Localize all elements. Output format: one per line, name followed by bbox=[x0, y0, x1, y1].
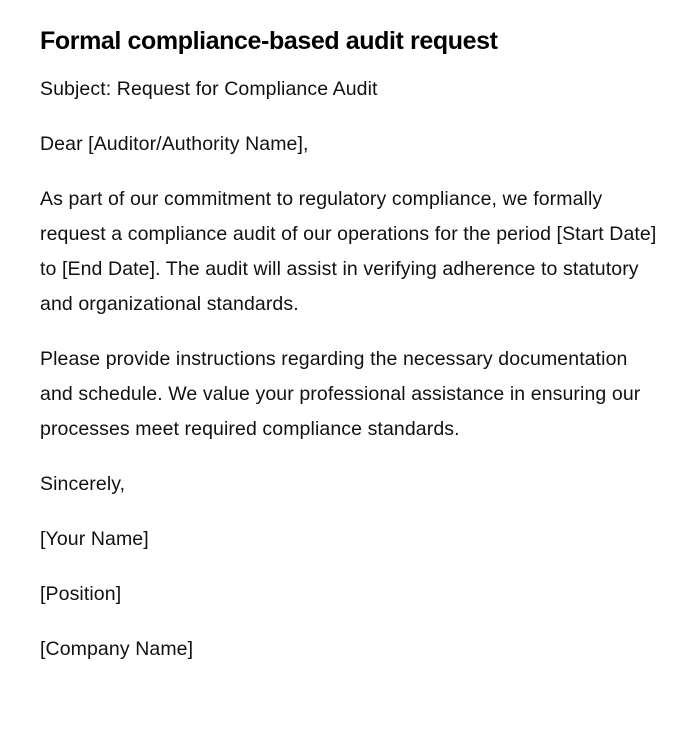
document-title: Formal compliance-based audit request bbox=[40, 27, 498, 55]
body-paragraph-1: As part of our commitment to regulatory compliance, we formally request a compliance audit of our operations for the period [Start Date] to [End Date]. The audit will assist in verifying adherence to statutory and organizational standards. bbox=[40, 188, 657, 315]
body-paragraph-2: Please provide instructions regarding the necessary documentation and schedule. We value your professional assistance in ensuring our processes meet required compliance standards. bbox=[40, 348, 641, 440]
salutation: Dear [Auditor/Authority Name], bbox=[40, 133, 309, 155]
signature-company: [Company Name] bbox=[40, 638, 194, 660]
signature-position: [Position] bbox=[40, 583, 122, 605]
subject-line: Subject: Request for Compliance Audit bbox=[40, 78, 378, 100]
signature-name: [Your Name] bbox=[40, 528, 149, 550]
closing: Sincerely, bbox=[40, 473, 126, 495]
